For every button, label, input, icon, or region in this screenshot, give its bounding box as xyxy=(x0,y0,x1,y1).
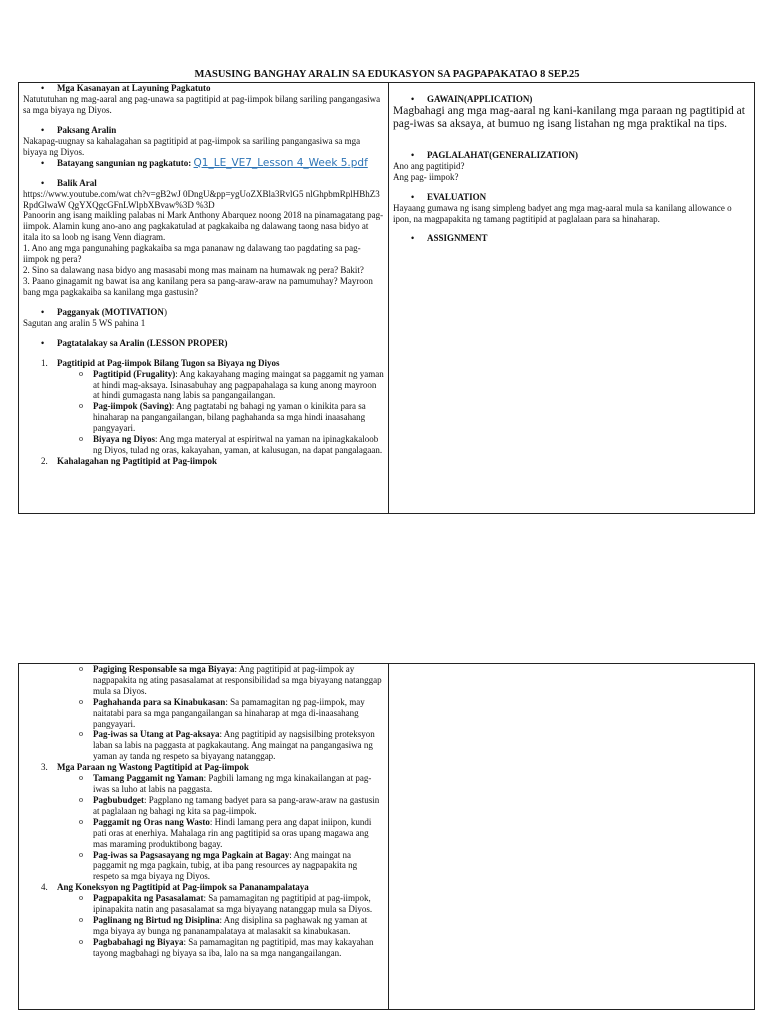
review-video-url[interactable]: https://www.youtube.com/wat ch?v=gB2wJ 0DngU&pp=ygUoZXBla3RvlG5 nlGhpbmRplHBhZ3RpdGlwaW QgYXQgcGFnLWlpbXBvaw%3D %3D xyxy=(23,188,380,210)
section-4-heading xyxy=(23,882,384,893)
left-column xyxy=(19,664,389,1009)
list-item-term: Pagpapakita ng Pasasalamat xyxy=(93,893,204,904)
list-item-term: Pagiging Responsable sa mga Biyaya xyxy=(93,664,235,674)
list-item-term: Pag-iimpok (Saving) xyxy=(93,401,172,412)
section-4-title: Ang Koneksyon ng Pagtitipid at Pag-iimpok sa Pananampalataya xyxy=(57,882,309,893)
list-item-text: : Pagplano ng tamang badyet para sa pang-araw-araw na gastusin at paglalaan ng bahagi ng kita sa pag-iimpok. xyxy=(93,794,380,816)
right-column xyxy=(389,664,754,1009)
list-item-term: Pagbabahagi ng Biyaya xyxy=(93,936,184,947)
list-item-text: : Sa pamamagitan ng pagtitipid at pag-iimpok, ipinapakita natin ang pasasalamat sa mga biyayang natanggap mula sa Diyos. xyxy=(93,893,373,915)
section-3-title: Mga Paraan ng Wastong Pagtitipid at Pag-iimpok xyxy=(57,762,249,773)
lesson-table-page-1 xyxy=(18,82,755,514)
list-item-text: : Pagbili lamang ng mga kinakailangan at pag-iwas sa luho at labis na paggasta. xyxy=(93,773,372,795)
motivation-heading-close: ) xyxy=(163,306,167,317)
review-question-1: 1. Ano ang mga pangunahing pagkakaiba sa mga pananaw ng dalawang tao pagdating sa pag-iimpok ng pera? xyxy=(23,243,361,265)
list-item-term: Pag-iwas sa Pagsasayang ng mga Pagkain at Bagay xyxy=(93,849,290,860)
motivation-heading-bold: Pagganyak (MOTIVATION xyxy=(57,306,164,317)
section-4-number: 4. xyxy=(41,882,48,893)
application-heading: • GAWAIN(APPLICATION) xyxy=(393,94,750,105)
objectives-text: Natututuhan ng mag-aaral ang pag-unawa sa pagtitipid at pag-iimpok bilang sariling pangangasiwa sa mga biyaya ng Diyos. xyxy=(23,94,381,115)
lesson-table-page-2 xyxy=(18,663,755,1010)
motivation-heading xyxy=(23,307,384,318)
list-item-text: : Ang maingat na paggamit ng mga pagkain, tubig, at iba pang resources ay nagpapakita ng respeto sa mga biyaya ng Diyos. xyxy=(93,849,358,882)
generalization-heading: • PAGLALAHAT(GENERALIZATION) xyxy=(393,150,750,161)
review-heading: • Balik Aral xyxy=(23,178,384,189)
list-item xyxy=(23,795,384,817)
list-item-term: Pag-iwas sa Utang at Pag-aksaya xyxy=(93,729,220,740)
reference-label: Batayang sangunian ng pagkatuto: xyxy=(57,157,192,168)
list-item xyxy=(23,937,384,959)
generalization-question-1: Ano ang pagtitipid? xyxy=(393,160,465,171)
topic-text: Nakapag-uugnay sa kahalagahan sa pagtitipid at pag-iimpok sa sariling pangangasiwa sa mga biyaya ng Diyos. xyxy=(23,135,361,157)
review-question-3: 3. Paano ginagamit ng bawat isa ang kanilang pera sa pang-araw-araw na pamumuhay? Mayroon bang mga pagkakaiba sa kanilang mga gastusin? xyxy=(23,275,373,297)
list-item xyxy=(23,817,384,850)
list-item xyxy=(23,664,384,697)
list-item xyxy=(23,401,384,434)
list-item xyxy=(23,915,384,937)
list-item-text: : Sa pamamagitan ng pag-iimpok, may naitatabi para sa mga pangangailangan sa hinaharap at mga di-inaasahang pangyayari. xyxy=(93,696,365,729)
list-item xyxy=(23,697,384,730)
lesson-proper-heading: • Pagtatalakay sa Aralin (LESSON PROPER) xyxy=(23,338,384,349)
list-item-text: : Hindi lamang pera ang dapat iniipon, kundi pati oras at enerhiya. Mahalaga rin ang pagtitipid sa oras upang magawa ang mas maraming produktibong bagay. xyxy=(93,816,372,849)
section-3-number: 3. xyxy=(41,762,48,773)
assignment-heading: • ASSIGNMENT xyxy=(393,233,750,244)
review-text: Panoorin ang isang maikling palabas ni Mark Anthony Abarquez noong 2018 na pinamagatang pag-iimpok. Alamin kung ano-ano ang pagkakatulad at pagkakaiba ng dalawang taong nasa bidyo at itala ito sa loob ng isang Venn diagram. xyxy=(23,210,384,243)
list-item-text: : Ang pagtitipid at pag-iimpok ay nagpapakita ng ating pasasalamat at responsibilidad sa mga biyayang natanggap mula sa Diyos. xyxy=(93,664,382,696)
review-question-2: 2. Sino sa dalawang nasa bidyo ang masasabi mong mas mainam na humawak ng pera? Bakit? xyxy=(23,264,364,275)
application-text: Magbahagi ang mga mag-aaral ng kani-kanilang mga paraan ng pagtitipid at pag-iwas sa aksaya, at bumuo ng isang listahan ng mga praktikal na tips. xyxy=(393,105,745,131)
list-item-text: : Ang pagtatabi ng bahagi ng yaman o kinikita para sa hinaharap na pangangailangan, bilang paghahanda sa mga hindi inaasahang pangyayari. xyxy=(93,401,366,434)
topic-heading: • Paksang Aralin xyxy=(23,125,384,136)
section-2-heading xyxy=(23,456,384,467)
reference-pdf-link[interactable]: Q1_LE_VE7_Lesson 4_Week 5.pdf xyxy=(193,156,368,169)
list-item xyxy=(23,729,384,762)
list-item xyxy=(23,434,384,456)
evaluation-text: Hayaang gumawa ng isang simpleng badyet ang mga mag-aaral mula sa kanilang allowance o ipon, na magpapakita ng tamang pagtitipid at paglalaan para sa hinaharap. xyxy=(393,202,732,224)
list-item-term: Paggamit ng Oras nang Wasto xyxy=(93,816,210,827)
section-2-title: Kahalagahan ng Pagtitipid at Pag-iimpok xyxy=(57,455,218,466)
list-item-text: : Ang kakayahang maging maingat sa paggamit ng yaman at hindi mag-aksaya. Isinasabuhay ang pagpapahalaga sa kung anong mayroon at hindi gumagasta nang labis sa pangangailangan. xyxy=(93,368,384,401)
list-item xyxy=(23,773,384,795)
reference-heading xyxy=(23,158,384,169)
section-2-number: 2. xyxy=(41,455,48,466)
list-item-term: Pagbubudget xyxy=(93,794,145,805)
list-item-text: : Sa pamamagitan ng pagtitipid, mas may kakayahan tayong magbahagi ng biyaya sa iba, lalo na sa mga nangangailangan. xyxy=(93,936,374,958)
list-item-text: : Ang mga materyal at espiritwal na yaman na ipinagkakaloob ng Diyos, tulad ng oras, kakayahan, yaman, at kalusugan, na dapat pangalagaan. xyxy=(93,434,383,455)
evaluation-heading: • EVALUATION xyxy=(393,192,750,203)
list-item xyxy=(23,369,384,402)
section-1-title: Pagtitipid at Pag-iimpok Bilang Tugon sa Biyaya ng Diyos xyxy=(57,357,280,368)
list-item-text: : Ang disiplina sa paghawak ng yaman at mga biyaya ay bunga ng pananampalataya at malasakit sa kinabukasan. xyxy=(93,915,368,936)
objectives-heading: • Mga Kasanayan at Layuning Pagkatuto xyxy=(23,83,384,94)
generalization-question-2: Ang pag- iimpok? xyxy=(393,171,459,182)
left-column xyxy=(19,83,389,513)
list-item xyxy=(23,893,384,915)
list-item-term: Paglinang ng Birtud ng Disiplina xyxy=(93,915,220,926)
page-title: MASUSING BANGHAY ARALIN SA EDUKASYON SA PAGPAPAKATAO 8 SEP.25 xyxy=(194,69,580,80)
list-item-term: Paghahanda para sa Kinabukasan xyxy=(93,696,226,707)
motivation-text: Sagutan ang aralin 5 WS pahina 1 xyxy=(23,317,146,328)
list-item-term: Biyaya ng Diyos xyxy=(93,434,156,445)
list-item-term: Pagtitipid (Frugality) xyxy=(93,368,176,379)
section-3-heading xyxy=(23,762,384,773)
section-1-number: 1. xyxy=(41,357,48,368)
list-item-term: Tamang Paggamit ng Yaman xyxy=(93,773,204,784)
section-1-heading xyxy=(23,358,384,369)
right-column xyxy=(389,83,754,513)
list-item-text: : Ang pagtitipid ay nagsisilbing proteksyon laban sa labis na paggasta at pagkakautang. Ang maingat na pangangasiwa ng yaman ay tanda ng respeto sa biyayang natanggap. xyxy=(93,729,375,762)
list-item xyxy=(23,850,384,883)
